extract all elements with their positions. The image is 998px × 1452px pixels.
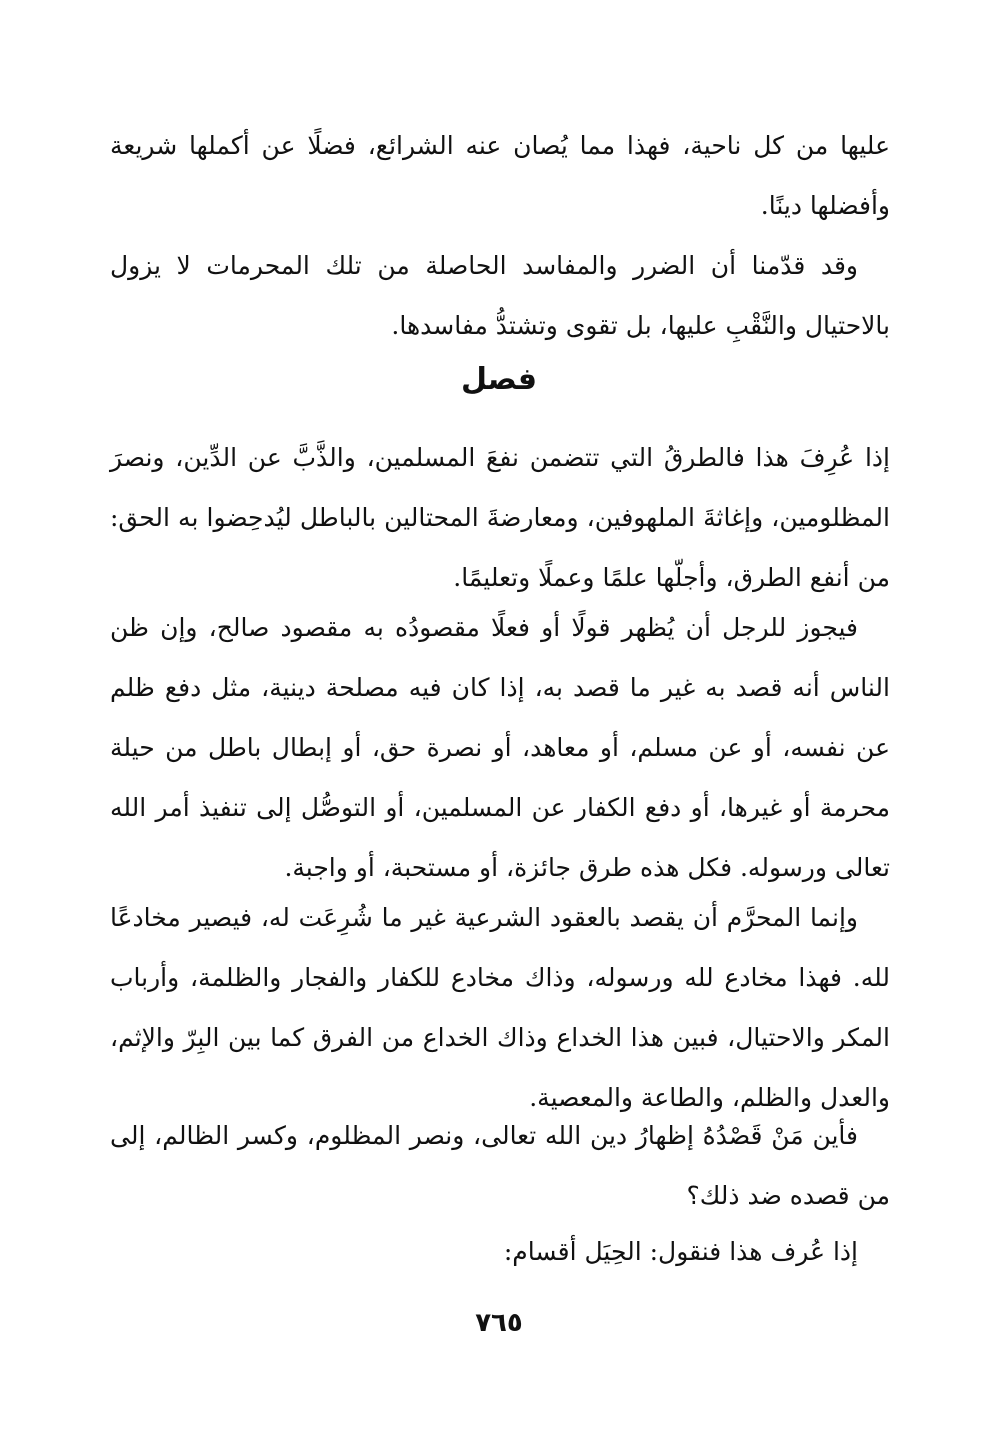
paragraph-text: فيجوز للرجل أن يُظهر قولًا أو فعلًا مقصودُه به مقصود صالح، وإن ظن الناس أنه قصد به غير ما قصد به، إذا كان فيه مصلحة دينية، مثل دفع ظلم عن نفسه، أو عن مسلم، أو معاهد، أو نصرة حق، أو إبطال باطل من حيلة محرمة أو غيرها، أو دفع الكفار عن المسلمين، أو التوصُّل إلى تنفيذ أمر الله تعالى ورسوله. فكل هذه طرق جائزة، أو مستحبة، أو واجبة. [110,613,890,882]
page-number: ٧٦٥ [475,1308,523,1338]
paragraph-3 [110,428,890,608]
section-heading: فصل [461,362,537,397]
paragraph-text: وإنما المحرَّم أن يقصد بالعقود الشرعية غير ما شُرِعَت له، فيصير مخادعًا لله. فهذا مخادع لله ورسوله، وذاك مخادع للكفار والفجار والظلمة، وأرباب المكر والاحتيال، فبين هذا الخداع وذاك الخداع من الفرق كما بين البِرّ والإثم، والعدل والظلم، والطاعة والمعصية. [110,903,890,1112]
paragraph-4 [110,598,890,898]
paragraph-6 [110,1106,890,1226]
paragraph-text: إذا عُرِفَ هذا فالطرقُ التي تتضمن نفعَ المسلمين، والذَّبَّ عن الدِّين، ونصرَ المظلومين، وإغاثةَ الملهوفين، ومعارضةَ المحتالين بالباطل ليُدحِضوا به الحق: من أنفع الطرق، وأجلّها علمًا وعملًا وتعليمًا. [110,443,890,592]
paragraph-5 [110,888,890,1128]
paragraph-text: وقد قدّمنا أن الضرر والمفاسد الحاصلة من تلك المحرمات لا يزول بالاحتيال والنَّقْبِ عليها، بل تقوى وتشتدُّ مفاسدها. [110,251,890,340]
paragraph-text: فأين مَنْ قَصْدُهُ إظهارُ دين الله تعالى، ونصر المظلوم، وكسر الظالم، إلى من قصده ضد ذلك؟ [110,1121,890,1210]
paragraph-2 [110,236,890,356]
paragraph-1 [110,116,890,236]
paragraph-text: عليها من كل ناحية، فهذا مما يُصان عنه الشرائع، فضلًا عن أكملها شريعة وأفضلها دينًا. [110,131,890,220]
paragraph-text: إذا عُرف هذا فنقول: الحِيَل أقسام: [503,1237,858,1266]
paragraph-7 [110,1222,890,1282]
